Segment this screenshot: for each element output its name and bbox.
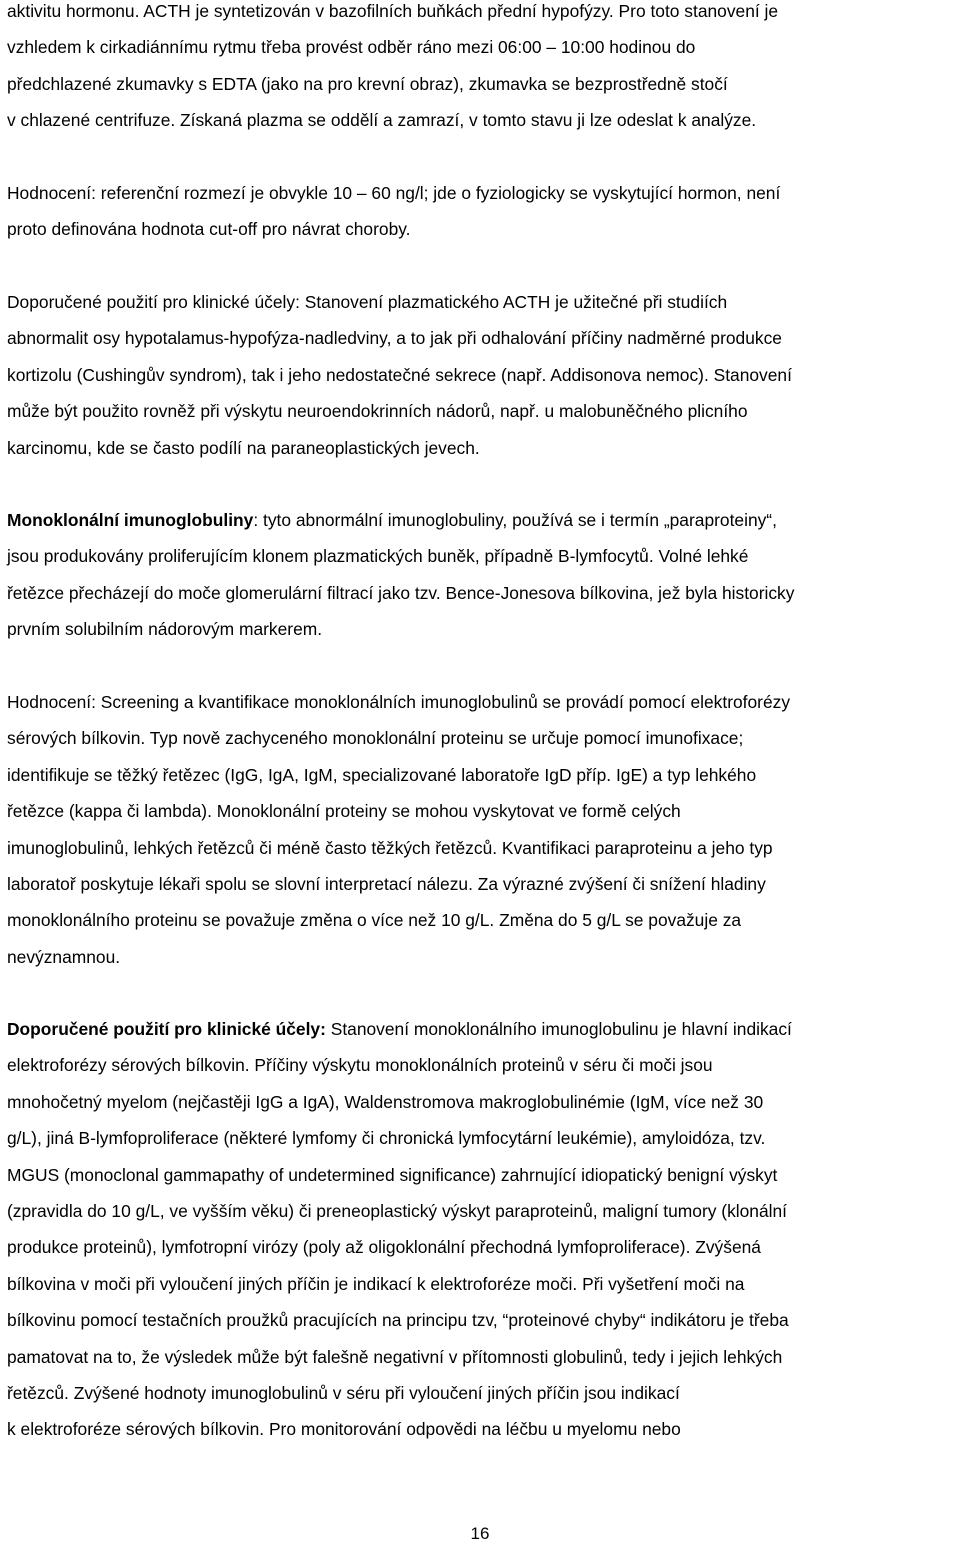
text-line: [7, 793, 957, 829]
paragraph-acth-sampling: [7, 0, 957, 139]
text-line: [7, 29, 957, 65]
text-line: [7, 720, 957, 756]
text-run: monoklonálního proteinu se považuje změna o více než 10 g/L. Změna do 5 g/L se považuje za: [7, 910, 742, 931]
text-line: [7, 902, 957, 938]
text-run: mnohočetný myelom (nejčastěji IgG a IgA), Waldenstromova makroglobulinémie (IgM, více než 30: [7, 1091, 764, 1112]
text-run: sérových bílkovin. Typ nově zachyceného monoklonální proteinu se určuje pomocí imunofixace;: [7, 728, 744, 749]
text-line: [7, 611, 957, 647]
text-run: MGUS (monoclonal gammapathy of undetermined significance) zahrnující idiopatický benigní výskyt: [7, 1164, 778, 1185]
text-run: vzhledem k cirkadiánnímu rytmu třeba provést odběr ráno mezi 06:00 – 10:00 hodinou do: [7, 37, 696, 58]
text-line: [7, 211, 957, 247]
page-number: 16: [470, 1524, 490, 1543]
text-line: [7, 1266, 957, 1302]
text-run: kortizolu (Cushingův syndrom), tak i jeho nedostatečné sekrece (např. Addisonova nemoc). Stanovení: [7, 364, 792, 385]
text-run: proto definována hodnota cut-off pro návrat choroby.: [7, 219, 411, 240]
text-line: [7, 320, 957, 356]
text-line: [7, 1084, 957, 1120]
text-run: řetězců. Zvýšené hodnoty imunoglobulinů v séru při vyloučení jiných příčin jsou indikací: [7, 1383, 680, 1404]
paragraph-monoclonal-clinical-use: [7, 1011, 957, 1448]
paragraph-monoclonal-immunoglobulins: [7, 502, 957, 648]
text-line: [7, 284, 957, 320]
text-run: aktivitu hormonu. ACTH je syntetizován v bazofilních buňkách přední hypofýzy. Pro toto stanovení je: [7, 1, 779, 21]
bold-term: Doporučené použití pro klinické účely:: [7, 1019, 326, 1039]
text-run: laboratoř poskytuje lékaři spolu se slovní interpretací nálezu. Za výrazné zvýšení či snížení hladiny: [7, 874, 766, 895]
text-line: [7, 1120, 957, 1156]
text-line: [7, 66, 957, 102]
text-line: [7, 430, 957, 466]
text-run: Stanovení monoklonálního imunoglobulinu je hlavní indikací: [325, 1019, 792, 1039]
text-line: [7, 1229, 957, 1265]
text-run: bílkovina v moči při vyloučení jiných příčin je indikací k elektroforéze moči. Při vyšetření moči na: [7, 1273, 745, 1294]
text-run: bílkovinu pomocí testačních proužků pracujících na principu tzv, “proteinové chyby“ indikátoru je třeba: [7, 1310, 789, 1331]
text-line: [7, 0, 957, 29]
text-line: [7, 830, 957, 866]
text-line: [7, 393, 957, 429]
text-run: karcinomu, kde se často podílí na paraneoplastických jevech.: [7, 437, 480, 458]
text-run: Hodnocení: Screening a kvantifikace monoklonálních imunoglobulinů se provádí pomocí elektroforézy: [7, 692, 791, 712]
text-run: řetězce (kappa či lambda). Monoklonální proteiny se mohou vyskytovat ve formě celých: [7, 801, 681, 822]
text-line: [7, 1375, 957, 1411]
text-line: [7, 102, 957, 138]
text-line: [7, 575, 957, 611]
text-line: [7, 866, 957, 902]
text-line: [7, 175, 957, 211]
text-line: [7, 1047, 957, 1083]
text-run: v chlazené centrifuze. Získaná plazma se oddělí a zamrazí, v tomto stavu ji lze odeslat k analýze.: [7, 110, 757, 131]
text-run: předchlazené zkumavky s EDTA (jako na pro krevní obraz), zkumavka se bezprostředně stočí: [7, 73, 728, 94]
text-line: [7, 357, 957, 393]
text-run: identifikuje se těžký řetězec (IgG, IgA, IgM, specializované laboratoře IgD příp. IgE) a typ lehkého: [7, 764, 757, 785]
text-run: jsou produkovány proliferujícím klonem plazmatických buněk, případně B-lymfocytů. Volné lehké: [7, 546, 749, 567]
text-run: řetězce přecházejí do moče glomerulární filtrací jako tzv. Bence-Jonesova bílkovina, jež byla historicky: [7, 582, 795, 603]
text-line: [7, 757, 957, 793]
text-run: k elektroforéze sérových bílkovin. Pro monitorování odpovědi na léčbu u myelomu nebo: [7, 1419, 681, 1440]
text-run: g/L), jiná B-lymfoproliferace (některé lymfomy či chronická lymfocytární leukémie), amyloidóza, tzv.: [7, 1128, 766, 1149]
text-line: [7, 1193, 957, 1229]
text-run: prvním solubilním nádorovým markerem.: [7, 619, 323, 640]
text-run: nevýznamnou.: [7, 946, 121, 967]
paragraph-monoclonal-evaluation: [7, 684, 957, 975]
text-run: Hodnocení: referenční rozmezí je obvykle 10 – 60 ng/l; jde o fyziologicky se vyskytující hormon, není: [7, 183, 781, 203]
text-line: [7, 1157, 957, 1193]
text-run: pamatovat na to, že výsledek může být falešně negativní v přítomnosti globulinů, tedy i jejich lehkých: [7, 1346, 783, 1367]
text-line: [7, 1011, 957, 1047]
text-line: [7, 939, 957, 975]
text-line: [7, 1302, 957, 1338]
text-line: [7, 502, 957, 538]
text-run: abnormalit osy hypotalamus-hypofýza-nadledviny, a to jak při odhalování příčiny nadměrné produkce: [7, 328, 782, 349]
text-line: [7, 1411, 957, 1447]
text-run: může být použito rovněž při výskytu neuroendokrinních nádorů, např. u malobuněčného plicního: [7, 401, 748, 422]
text-run: : tyto abnormální imunoglobuliny, používá se i termín „paraproteiny“,: [253, 510, 777, 530]
paragraph-acth-clinical-use: [7, 284, 957, 466]
paragraph-acth-evaluation: [7, 175, 957, 248]
text-line: [7, 538, 957, 574]
text-run: Doporučené použití pro klinické účely: Stanovení plazmatického ACTH je užitečné při studiích: [7, 292, 728, 312]
text-run: imunoglobulinů, lehkých řetězců či méně často těžkých řetězců. Kvantifikaci paraproteinu a jeho typ: [7, 837, 773, 858]
text-run: elektroforézy sérových bílkovin. Příčiny výskytu monoklonálních proteinů v séru či moči jsou: [7, 1055, 713, 1076]
text-line: [7, 1339, 957, 1375]
text-run: produkce proteinů), lymfotropní virózy (poly až oligoklonální přechodná lymfoproliferace). Zvýšená: [7, 1237, 761, 1258]
text-line: [7, 684, 957, 720]
text-run: (zpravidla do 10 g/L, ve vyšším věku) či preneoplastický výskyt paraproteinů, maligní tumory (klonální: [7, 1201, 788, 1222]
bold-term: Monoklonální imunoglobuliny: [7, 510, 254, 530]
